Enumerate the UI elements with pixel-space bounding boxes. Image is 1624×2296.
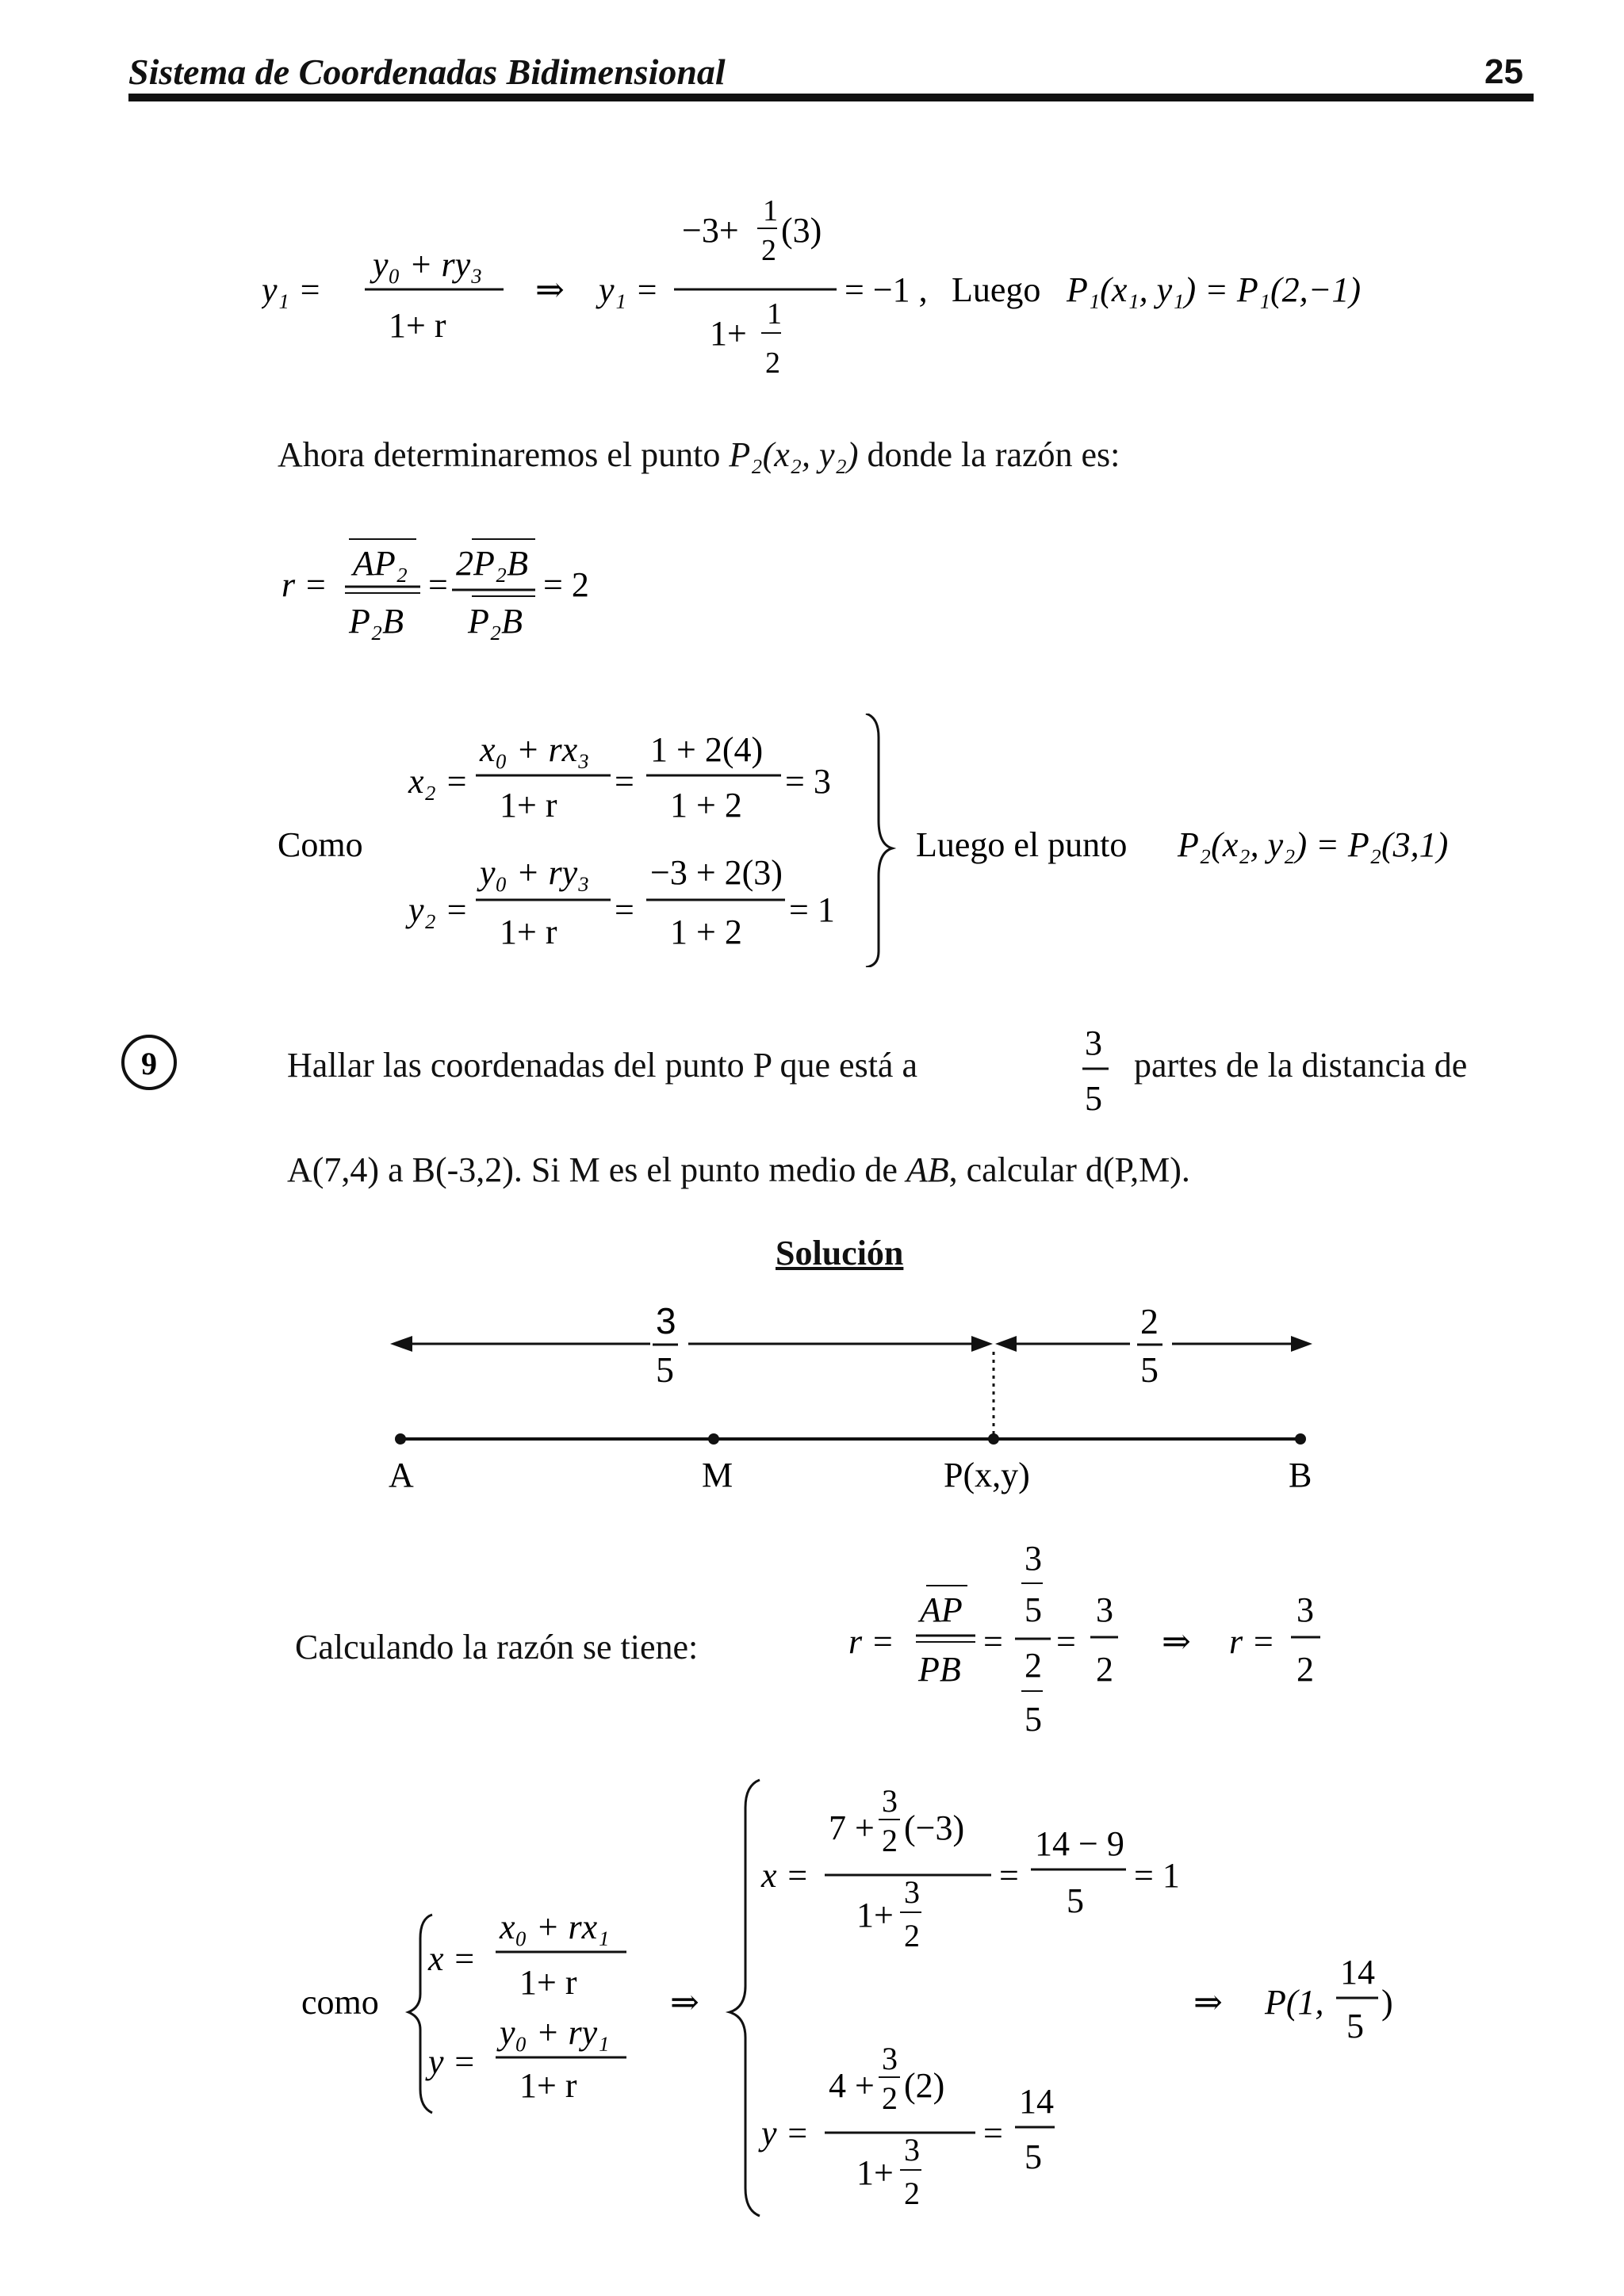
point-b [1295, 1433, 1306, 1445]
problem-frac-num: 3 [1085, 1024, 1102, 1062]
final-x-den: 1+ r [519, 1963, 577, 2002]
final-system [301, 1776, 1538, 2220]
problem-line2-a: A(7,4) a B(-3,2). Si M es el punto medio de [287, 1150, 906, 1189]
problem-number-circle [117, 1031, 181, 1094]
point-m [708, 1433, 719, 1445]
para1-point: P₂(x₂, y₂) [729, 435, 859, 474]
solution-label: Solución [776, 1234, 904, 1272]
equation-system-p2 [278, 714, 1546, 967]
final-x-lhs: x = [428, 1939, 477, 1978]
final-y-lhs: y = [428, 2042, 477, 2081]
problem-line1-b: partes de la distancia de [1134, 1046, 1468, 1085]
eq1-luego: Luego [952, 270, 1041, 309]
final-x2-num-b: (−3) [904, 1808, 965, 1847]
eq3-y-res: = 1 [789, 890, 835, 929]
eq2-r: r = [282, 565, 327, 604]
eq3-x-num2: 1 + 2(4) [650, 730, 764, 769]
ratio-den: PB [918, 1650, 961, 1689]
eq1-den: 1+ r [389, 306, 446, 345]
final-x2-lhs: x = [761, 1856, 810, 1895]
equation-y1 [262, 182, 1451, 404]
problem-frac-den: 5 [1085, 1079, 1102, 1118]
eq1-half-num: 1 [763, 194, 778, 228]
eq3-point: P₂(x₂, y₂) = P₂(3,1) [1178, 825, 1449, 864]
ratio-r: r = [848, 1622, 894, 1661]
final-y2-num-fn: 3 [882, 2041, 898, 2076]
final-x2-num2: 14 − 9 [1035, 1824, 1124, 1863]
eq1-lhs: y₁ = [262, 270, 322, 309]
eq1-factor: (3) [781, 211, 822, 250]
final-x2-eq: = [999, 1856, 1019, 1895]
left-arrowhead-right [971, 1336, 993, 1352]
final-y2-num2: 14 [1019, 2082, 1054, 2121]
problem-line1-a: Hallar las coordenadas del punto P que está a [287, 1046, 917, 1085]
eq2-den1: P₂B [349, 602, 404, 641]
equation-ratio-r2 [282, 523, 678, 666]
ratio-eq2: = [1056, 1622, 1076, 1661]
diagram-right-frac-num: 2 [1140, 1301, 1159, 1341]
final-point-fn: 14 [1340, 1953, 1375, 1992]
ratio-r2-num: 3 [1297, 1590, 1314, 1629]
final-y2-num-a: 4 + [829, 2066, 875, 2105]
final-point-b: ) [1381, 1983, 1393, 2022]
eq1-half-den: 2 [761, 234, 776, 267]
para1-text-a: Ahora determinaremos el punto [278, 435, 730, 474]
final-x2-den2: 5 [1067, 1881, 1084, 1920]
header-title: Sistema de Coordenadas Bidimensional [128, 52, 726, 92]
label-a: A [389, 1456, 414, 1494]
eq1-implies: ⇒ [535, 270, 565, 309]
eq1-num: y₀ + ry₃ [373, 245, 483, 284]
eq3-x-num: x₀ + rx₃ [480, 730, 590, 769]
eq1-den2-fn: 1 [767, 297, 782, 331]
ratio-d-den: 5 [1025, 1700, 1042, 1739]
eq3-x-den2: 1 + 2 [670, 786, 742, 825]
eq2-den2: P₂B [468, 602, 523, 641]
eq3-y-num: y₀ + ry₃ [480, 853, 590, 892]
final-implies2: ⇒ [1193, 1983, 1223, 2022]
diagram-right-frac-den: 5 [1140, 1349, 1159, 1390]
para1-text-b: donde la razón es: [858, 435, 1120, 474]
ratio-eq1: = [983, 1622, 1003, 1661]
point-a [395, 1433, 406, 1445]
final-y2-lhs: y = [761, 2114, 810, 2152]
final-point-fd: 5 [1346, 2007, 1364, 2045]
eq2-result: = 2 [543, 565, 589, 604]
label-m: M [702, 1456, 733, 1494]
eq1-point: P₁(x₁, y₁) = P₁(2,−1) [1067, 270, 1361, 309]
eq2-num2: 2P₂B [456, 544, 529, 583]
final-y2-den-fn: 3 [904, 2132, 920, 2168]
left-arrowhead-left [390, 1336, 412, 1352]
eq3-y-den2: 1 + 2 [670, 913, 742, 951]
eq2-num1: AP₂ [353, 544, 408, 583]
problem-fraction [1078, 1016, 1118, 1119]
ratio-equation [848, 1534, 1340, 1752]
label-b: B [1289, 1456, 1312, 1494]
final-x2-den-a: 1+ [856, 1896, 894, 1934]
eq3-x-lhs: x₂ = [408, 762, 469, 801]
eq1-inner-num: −3+ [682, 211, 739, 250]
eq3-y-num2: −3 + 2(3) [650, 853, 783, 892]
final-x2-num-a: 7 + [829, 1808, 875, 1847]
problem-number: 9 [141, 1046, 157, 1081]
paragraph-p2 [278, 434, 1120, 475]
ratio-num: AP [920, 1590, 963, 1629]
eq3-x-eq: = [615, 762, 634, 801]
final-como: como [301, 1983, 379, 2022]
segment-diagram [389, 1292, 1324, 1514]
eq1-lhs2: y₁ = [599, 270, 659, 309]
final-x2-den-fd: 2 [904, 1918, 920, 1954]
final-y2-eq: = [983, 2114, 1003, 2152]
eq1-den2-fd: 2 [765, 346, 780, 380]
problem-segment: AB [906, 1150, 949, 1189]
final-y-num: y₀ + ry₁ [500, 2013, 610, 2052]
ratio-r2: r = [1229, 1622, 1275, 1661]
final-y2-num-b: (2) [904, 2066, 945, 2105]
label-p: P(x,y) [944, 1456, 1030, 1494]
diagram-left-frac-den: 5 [656, 1349, 674, 1390]
ratio-text: Calculando la razón se tiene: [295, 1628, 699, 1667]
final-x2-res: = 1 [1134, 1856, 1180, 1895]
right-arrowhead-right [1291, 1336, 1312, 1352]
page-number: 25 [1484, 52, 1523, 91]
eq2-eq: = [428, 565, 448, 604]
final-x-num: x₀ + rx₁ [500, 1908, 610, 1946]
diagram-left-frac-num: 3 [656, 1300, 676, 1341]
final-x2-den-fn: 3 [904, 1874, 920, 1910]
ratio-res-den: 2 [1096, 1650, 1113, 1689]
final-y2-den2: 5 [1025, 2137, 1042, 2176]
ratio-implies: ⇒ [1162, 1622, 1191, 1661]
eq3-luego: Luego el punto [916, 825, 1128, 864]
ratio-d-num: 2 [1025, 1646, 1042, 1685]
final-y2-den-fd: 2 [904, 2175, 920, 2211]
eq3-y-lhs: y₂ = [408, 890, 469, 929]
ratio-r2-den: 2 [1297, 1650, 1314, 1689]
ratio-res-num: 3 [1096, 1590, 1113, 1629]
final-x2-num-fn: 3 [882, 1783, 898, 1819]
final-x2-num-fd: 2 [882, 1823, 898, 1858]
eq1-den2-a: 1+ [710, 314, 747, 353]
final-y2-num-fd: 2 [882, 2080, 898, 2116]
header-rule [128, 94, 1534, 101]
eq3-y-den: 1+ r [500, 913, 557, 951]
problem-line2-b: , calcular d(P,M). [948, 1150, 1190, 1189]
eq3-x-res: = 3 [785, 762, 831, 801]
eq3-y-eq: = [615, 890, 634, 929]
final-y-den: 1+ r [519, 2066, 577, 2105]
ratio-n-den: 5 [1025, 1590, 1042, 1629]
final-y2-den-a: 1+ [856, 2153, 894, 2192]
point-p [988, 1433, 999, 1445]
eq3-como: Como [278, 825, 363, 864]
eq3-x-den: 1+ r [500, 786, 557, 825]
final-point-a: P(1, [1265, 1983, 1324, 2022]
final-implies: ⇒ [670, 1983, 699, 2022]
eq1-result: = −1 , [845, 270, 928, 309]
problem-line2 [287, 1150, 1190, 1190]
ratio-n-num: 3 [1025, 1539, 1042, 1578]
